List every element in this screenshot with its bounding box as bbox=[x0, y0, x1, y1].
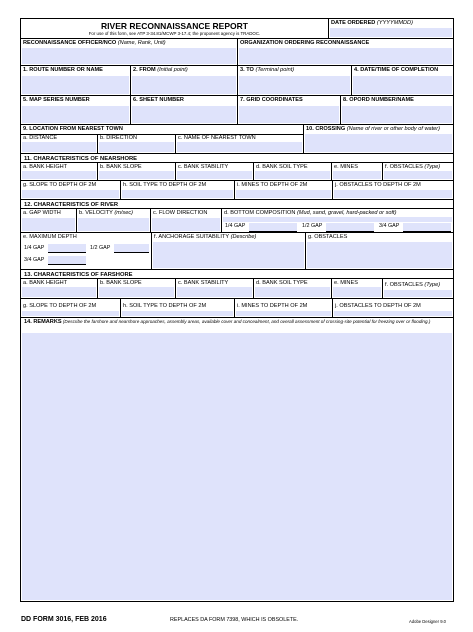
crossing-field[interactable] bbox=[305, 134, 452, 152]
grid-cell bbox=[238, 96, 341, 124]
from-field[interactable] bbox=[132, 76, 236, 94]
route-row bbox=[21, 66, 453, 96]
fs-obstacles-field[interactable] bbox=[384, 290, 452, 297]
md-three-quarter-gap-label: 3/4 GAP bbox=[24, 257, 45, 263]
farshore-header bbox=[21, 270, 453, 279]
direction-label: b. DIRECTION bbox=[100, 135, 137, 141]
opord-cell bbox=[341, 96, 453, 124]
fs-soil-depth-field[interactable] bbox=[122, 311, 233, 316]
direction-cell bbox=[98, 134, 176, 153]
org-label: ORGANIZATION ORDERING RECONNAISSANCE bbox=[240, 40, 370, 46]
md-three-quarter-gap-field[interactable] bbox=[48, 256, 86, 264]
grid-field[interactable] bbox=[239, 106, 339, 123]
ns-slope-depth-label: g. SLOPE TO DEPTH OF 2M bbox=[23, 182, 97, 188]
velocity-hint: (m/sec) bbox=[114, 210, 134, 216]
fs-obstacles-label: f. OBSTACLES bbox=[385, 282, 423, 288]
ns-bank-stability-field[interactable] bbox=[177, 171, 252, 179]
dtc-field[interactable] bbox=[353, 76, 452, 94]
sheet-field[interactable] bbox=[132, 106, 236, 123]
md-quarter-gap-label: 1/4 GAP bbox=[24, 245, 45, 251]
crossing-label: 10. CROSSING bbox=[306, 126, 346, 132]
fs-bank-height-label: a. BANK HEIGHT bbox=[23, 280, 68, 286]
from-label: 2. FROM bbox=[133, 67, 156, 73]
ns-mines-depth-field[interactable] bbox=[236, 190, 331, 198]
to-field[interactable] bbox=[239, 76, 350, 94]
max-depth-label: e. MAXIMUM DEPTH bbox=[23, 234, 77, 240]
fs-bank-stability-field[interactable] bbox=[177, 287, 252, 297]
ns-mines-label: e. MINES bbox=[334, 164, 358, 170]
from-cell bbox=[131, 66, 238, 95]
md-half-gap-label: 1/2 GAP bbox=[90, 245, 111, 251]
bc-quarter-gap-field[interactable] bbox=[249, 223, 297, 231]
officer-row bbox=[21, 39, 453, 66]
flow-direction-label: c. FLOW DIRECTION bbox=[153, 210, 208, 216]
grid-label: 7. GRID COORDINATES bbox=[240, 97, 303, 103]
nearshore-header bbox=[21, 154, 453, 163]
ns-slope-depth-field[interactable] bbox=[22, 190, 119, 198]
river-recon-form bbox=[20, 18, 454, 602]
farshore-row1 bbox=[21, 279, 453, 299]
form-title: RIVER RECONNAISSANCE REPORT bbox=[101, 21, 248, 31]
form-number: DD FORM 3016, FEB 2016 bbox=[21, 616, 107, 623]
nearshore-row2 bbox=[21, 181, 453, 200]
river-obstacles-field[interactable] bbox=[307, 242, 452, 268]
software-note: Adobe Designer 9.0 bbox=[409, 619, 447, 624]
ns-bank-height-field[interactable] bbox=[22, 171, 96, 179]
remarks-label: 14. REMARKS bbox=[24, 319, 62, 325]
title-cell bbox=[21, 19, 329, 38]
date-ordered-cell bbox=[329, 19, 453, 38]
bc-half-gap-field[interactable] bbox=[326, 223, 374, 231]
dtc-cell bbox=[352, 66, 453, 95]
ns-obstacles-label: f. OBSTACLES bbox=[385, 164, 423, 170]
date-ordered-field[interactable] bbox=[330, 28, 452, 37]
fs-soil-depth-label: h. SOIL TYPE TO DEPTH OF 2M bbox=[123, 303, 207, 309]
remarks-field[interactable] bbox=[22, 333, 452, 600]
anchorage-label: f. ANCHORAGE SUITABILITY bbox=[154, 234, 230, 240]
ns-mines-depth-label: i. MINES TO DEPTH OF 2M bbox=[237, 182, 308, 188]
crossing-cell bbox=[304, 125, 453, 153]
farshore-row2 bbox=[21, 299, 453, 318]
fs-mines-depth-field[interactable] bbox=[236, 311, 331, 316]
bc-three-quarter-gap-field[interactable] bbox=[403, 223, 451, 231]
nearshore-label: 11. CHARACTERISTICS OF NEARSHORE bbox=[24, 156, 138, 162]
anchorage-hint: (Describe) bbox=[230, 234, 257, 240]
fs-obstacles-hint: (Type) bbox=[424, 282, 441, 288]
fs-bank-slope-label: b. BANK SLOPE bbox=[100, 280, 142, 286]
header-row bbox=[21, 19, 453, 39]
sheet-cell bbox=[131, 96, 238, 124]
route-field[interactable] bbox=[22, 76, 129, 94]
fs-slope-depth-field[interactable] bbox=[22, 311, 119, 316]
replaces-note: REPLACES DA FORM 7398, WHICH IS OBSOLETE. bbox=[170, 617, 299, 623]
ns-obstacles-depth-label: j. OBSTACLES TO DEPTH OF 2M bbox=[335, 182, 421, 188]
ns-bank-stability-label: c. BANK STABILITY bbox=[178, 164, 229, 170]
ns-bank-soil-field[interactable] bbox=[255, 171, 330, 179]
map-field[interactable] bbox=[22, 106, 129, 123]
fs-obstacles-depth-label: j. OBSTACLES TO DEPTH OF 2M bbox=[335, 303, 421, 309]
location-label: 9. LOCATION FROM NEAREST TOWN bbox=[21, 125, 303, 135]
location-row bbox=[21, 125, 453, 154]
ns-obstacles-hint: (Type) bbox=[424, 164, 441, 170]
town-field[interactable] bbox=[177, 142, 302, 152]
from-hint: (Initial point) bbox=[157, 67, 188, 73]
bottom-comp-field[interactable] bbox=[223, 217, 452, 222]
bc-half-gap-label: 1/2 GAP bbox=[302, 223, 323, 229]
gap-width-field[interactable] bbox=[22, 218, 75, 231]
velocity-label: b. VELOCITY bbox=[79, 210, 113, 216]
ns-obstacles-depth-field[interactable] bbox=[334, 190, 452, 198]
distance-field[interactable] bbox=[22, 142, 96, 152]
max-depth-cell bbox=[21, 233, 152, 269]
fs-mines-label: e. MINES bbox=[334, 280, 358, 286]
town-label: c. NAME OF NEAREST TOWN bbox=[178, 135, 256, 141]
river-row1 bbox=[21, 209, 453, 233]
bottom-comp-cell bbox=[222, 209, 453, 232]
fs-bank-slope-field[interactable] bbox=[99, 287, 174, 297]
gap-width-label: a. GAP WIDTH bbox=[23, 210, 61, 216]
anchorage-field[interactable] bbox=[153, 242, 304, 268]
opord-field[interactable] bbox=[342, 106, 452, 123]
ns-soil-depth-label: h. SOIL TYPE TO DEPTH OF 2M bbox=[123, 182, 207, 188]
fs-slope-depth-label: g. SLOPE TO DEPTH OF 2M bbox=[23, 303, 97, 309]
river-obstacles-label: g. OBSTACLES bbox=[308, 234, 348, 240]
form-subtitle: For use of this form, see ATP 3-34.81/MCWP 3-17.4; the proponent agency is TRADOC. bbox=[88, 31, 261, 36]
officer-hint: (Name, Rank, Unit) bbox=[117, 40, 166, 46]
sheet-label: 6. SHEET NUMBER bbox=[133, 97, 184, 103]
fs-bank-height-field[interactable] bbox=[22, 287, 96, 297]
to-label: 3. TO bbox=[240, 67, 254, 73]
fs-bank-soil-field[interactable] bbox=[255, 287, 330, 297]
map-row bbox=[21, 96, 453, 125]
fs-obstacles-depth-field[interactable] bbox=[334, 311, 452, 316]
org-field[interactable] bbox=[239, 48, 452, 64]
river-label: 12. CHARACTERISTICS OF RIVER bbox=[24, 202, 119, 208]
bc-three-quarter-gap-label: 3/4 GAP bbox=[379, 223, 400, 229]
flow-direction-field[interactable] bbox=[152, 218, 220, 231]
farshore-label: 13. CHARACTERISTICS OF FARSHORE bbox=[24, 272, 133, 278]
location-block bbox=[21, 125, 304, 153]
town-cell bbox=[176, 134, 303, 153]
date-ordered-hint: (YYYYMMDD) bbox=[376, 20, 413, 26]
to-cell bbox=[238, 66, 352, 95]
remarks-section bbox=[21, 318, 453, 601]
ns-soil-depth-field[interactable] bbox=[122, 190, 233, 198]
ns-mines-field[interactable] bbox=[333, 171, 381, 179]
ns-bank-slope-label: b. BANK SLOPE bbox=[100, 164, 142, 170]
bottom-comp-label: d. BOTTOM COMPOSITION bbox=[224, 210, 296, 216]
dtc-label: 4. DATE/TIME OF COMPLETION bbox=[354, 67, 439, 73]
velocity-field[interactable] bbox=[78, 218, 149, 231]
fs-mines-field[interactable] bbox=[333, 287, 381, 297]
river-header bbox=[21, 200, 453, 209]
map-label: 5. MAP SERIES NUMBER bbox=[23, 97, 90, 103]
ns-bank-height-label: a. BANK HEIGHT bbox=[23, 164, 68, 170]
date-ordered-label: DATE ORDERED bbox=[331, 20, 376, 26]
md-half-gap-field[interactable] bbox=[114, 244, 149, 252]
river-row2 bbox=[21, 233, 453, 270]
officer-field[interactable] bbox=[22, 48, 236, 64]
crossing-hint: (Name of river or other body of water) bbox=[346, 126, 440, 132]
route-label: 1. ROUTE NUMBER OR NAME bbox=[23, 67, 103, 73]
distance-label: a. DISTANCE bbox=[23, 135, 58, 141]
nearshore-row1 bbox=[21, 163, 453, 181]
ns-obstacles-field[interactable] bbox=[384, 171, 452, 179]
remarks-hint: (Describe the farshore and nearshore approaches, assembly areas, available cover and concealment, and overall assessment of crossing-site potential for freezing over or flooding.) bbox=[62, 319, 431, 324]
md-quarter-gap-field[interactable] bbox=[48, 244, 86, 252]
fs-bank-soil-label: d. BANK SOIL TYPE bbox=[256, 280, 308, 286]
officer-label: RECONNAISSANCE OFFICER/NCO bbox=[23, 40, 117, 46]
officer-cell bbox=[21, 39, 238, 65]
to-hint: (Terminal point) bbox=[255, 67, 295, 73]
map-cell bbox=[21, 96, 131, 124]
opord-label: 8. OPORD NUMBER/NAME bbox=[343, 97, 414, 103]
ns-bank-slope-field[interactable] bbox=[99, 171, 174, 179]
bottom-comp-hint: (Mud, sand, gravel, hard-packed or soft) bbox=[296, 210, 397, 216]
direction-field[interactable] bbox=[99, 142, 174, 152]
distance-cell bbox=[21, 134, 98, 153]
bc-quarter-gap-label: 1/4 GAP bbox=[225, 223, 246, 229]
fs-mines-depth-label: i. MINES TO DEPTH OF 2M bbox=[237, 303, 308, 309]
route-cell bbox=[21, 66, 131, 95]
org-cell bbox=[238, 39, 453, 65]
fs-bank-stability-label: c. BANK STABILITY bbox=[178, 280, 229, 286]
ns-bank-soil-label: d. BANK SOIL TYPE bbox=[256, 164, 308, 170]
